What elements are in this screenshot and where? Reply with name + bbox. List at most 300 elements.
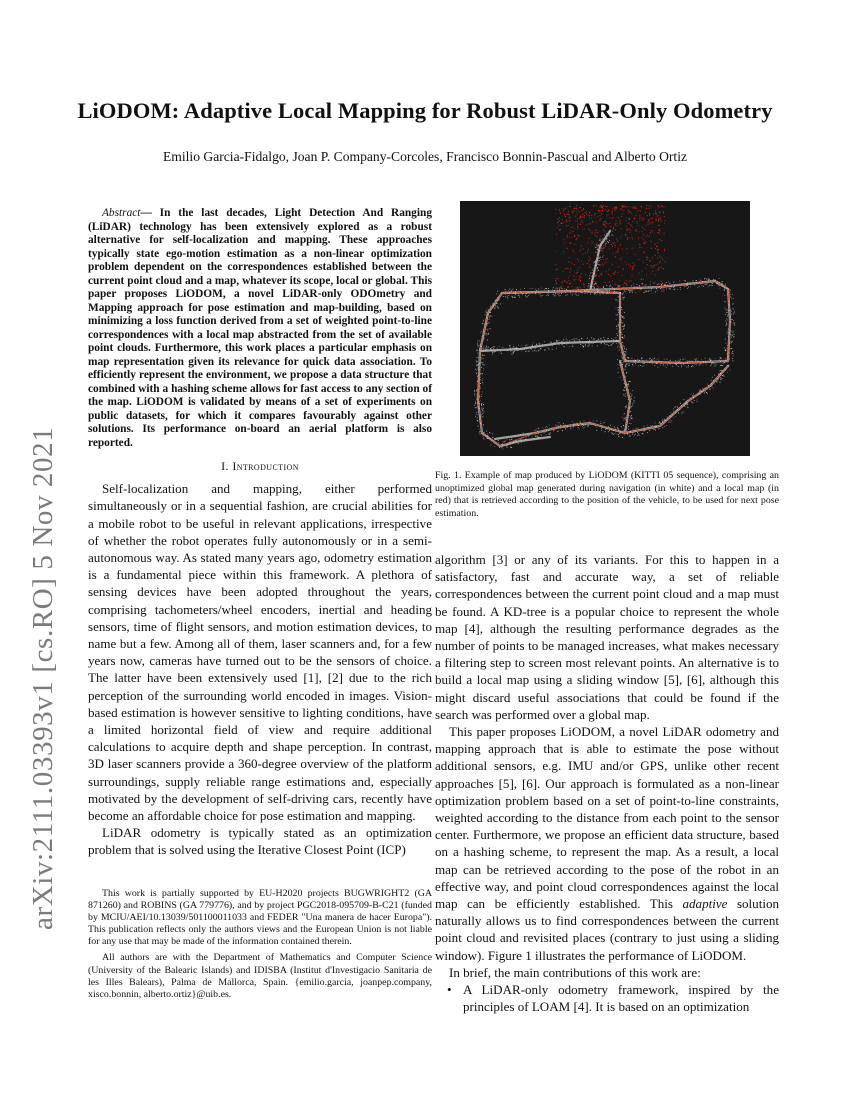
map-point	[477, 340, 478, 341]
map-point	[505, 294, 506, 295]
map-point	[583, 343, 584, 344]
map-point	[553, 292, 554, 293]
map-point	[557, 431, 558, 432]
local-map-point	[621, 216, 622, 217]
map-point	[697, 399, 698, 400]
map-point	[513, 346, 514, 347]
map-point	[632, 291, 633, 292]
map-point	[628, 290, 629, 291]
map-point	[594, 273, 595, 274]
map-point	[628, 381, 629, 382]
local-map-point	[594, 233, 595, 234]
local-map-point	[577, 287, 578, 288]
map-point	[566, 344, 567, 345]
map-point	[685, 365, 686, 366]
local-map-point	[602, 248, 603, 249]
map-point	[591, 286, 592, 287]
local-map-point	[632, 248, 633, 249]
local-map-point	[606, 206, 607, 207]
map-point	[531, 348, 532, 349]
local-map-point	[620, 290, 621, 291]
map-point	[500, 353, 501, 354]
map-point	[732, 341, 733, 342]
map-point	[620, 431, 621, 432]
map-point	[649, 359, 650, 360]
map-point	[479, 396, 480, 397]
map-point	[709, 359, 710, 360]
local-map-point	[603, 255, 604, 256]
map-point	[600, 243, 601, 244]
map-point	[712, 283, 713, 284]
map-point	[573, 339, 574, 340]
local-map-point	[564, 268, 565, 269]
local-map-point	[593, 205, 594, 206]
local-map-point	[593, 292, 594, 293]
map-point	[721, 378, 722, 379]
local-map-point	[659, 230, 660, 231]
map-point	[547, 427, 548, 428]
local-map-point	[593, 242, 594, 243]
map-point	[600, 421, 601, 422]
local-map-point	[628, 223, 629, 224]
map-point	[625, 407, 626, 408]
local-map-point	[573, 211, 574, 212]
right-paragraph-2: This paper proposes LiODOM, a novel LiDAR odometry and mapping approach that is able to estimate the pose without additional sensors, e.g. IMU and/or GPS, unlike other recent approaches [5], [6]. Our approach is formulated as a non-linear optimization problem based on a set of point-to-line constraints, weighted according to the distance from each point to the sensor center. Furthermore, we propose an efficient data structure, based on a hashing scheme, to represent the map. As a result, a local map can be retrieved according to the pose of the robot in an effective way, and point cloud correspondences against the local map can be efficiently established. This adaptive solution naturally allows us to find correspondences between the current point cloud and revisited places (contrary to just using a sliding window). Figure 1 illustrates the performance of LiODOM.	[435, 724, 779, 963]
local-map-point	[649, 208, 650, 209]
map-point	[626, 372, 627, 373]
local-map-point	[577, 227, 578, 228]
map-point	[620, 315, 621, 316]
map-point	[630, 417, 631, 418]
map-point	[483, 424, 484, 425]
map-point	[664, 289, 665, 290]
map-point	[688, 401, 689, 402]
map-point	[720, 375, 721, 376]
map-point	[480, 374, 481, 375]
map-point	[687, 404, 688, 405]
map-point	[725, 321, 726, 322]
local-map-point	[641, 237, 642, 238]
map-point	[475, 407, 476, 408]
map-point	[494, 303, 495, 304]
map-point	[536, 351, 537, 352]
local-map-point	[608, 269, 609, 270]
local-map-point	[592, 233, 593, 234]
map-point	[516, 349, 517, 350]
local-map-point	[633, 205, 634, 206]
map-point	[563, 423, 564, 424]
map-point	[606, 243, 607, 244]
map-point	[526, 293, 527, 294]
map-point	[622, 367, 623, 368]
local-map-point	[649, 222, 650, 223]
local-map-point	[582, 216, 583, 217]
map-point	[700, 393, 701, 394]
local-map-point	[627, 237, 628, 238]
local-map-point	[597, 286, 598, 287]
local-map-point	[640, 218, 641, 219]
map-point	[692, 365, 693, 366]
local-map-point	[599, 264, 600, 265]
local-map-point	[655, 211, 656, 212]
map-point	[642, 366, 643, 367]
map-point	[476, 350, 477, 351]
map-point	[510, 348, 511, 349]
map-point	[590, 294, 591, 295]
map-point	[488, 347, 489, 348]
local-map-point	[636, 212, 637, 213]
map-point	[558, 425, 559, 426]
local-map-point	[562, 220, 563, 221]
map-point	[513, 351, 514, 352]
map-point	[578, 293, 579, 294]
map-point	[632, 405, 633, 406]
map-point	[583, 346, 584, 347]
map-point	[520, 291, 521, 292]
map-point	[666, 425, 667, 426]
map-point	[588, 425, 589, 426]
map-point	[628, 361, 629, 362]
map-point	[506, 445, 507, 446]
local-map-point	[583, 248, 584, 249]
map-point	[708, 280, 709, 281]
map-point	[623, 287, 624, 288]
map-point	[589, 343, 590, 344]
local-map-point	[588, 238, 589, 239]
local-map-point	[570, 269, 571, 270]
local-map-point	[615, 210, 616, 211]
map-point	[485, 350, 486, 351]
map-point	[726, 309, 727, 310]
local-map-point	[576, 273, 577, 274]
map-point	[504, 444, 505, 445]
local-map-point	[653, 214, 654, 215]
map-point	[520, 289, 521, 290]
local-map-point	[610, 275, 611, 276]
local-map-point	[664, 233, 665, 234]
map-point	[636, 287, 637, 288]
local-map-point	[642, 271, 643, 272]
local-map-point	[659, 233, 660, 234]
local-map-point	[634, 290, 635, 291]
map-point	[552, 289, 553, 290]
local-map-point	[613, 235, 614, 236]
map-point	[537, 431, 538, 432]
map-point	[620, 377, 621, 378]
map-point	[620, 319, 621, 320]
map-point	[559, 287, 560, 288]
map-point	[553, 294, 554, 295]
local-map-point	[577, 224, 578, 225]
map-point	[621, 332, 622, 333]
map-point	[540, 343, 541, 344]
map-point	[514, 297, 515, 298]
local-map-point	[629, 212, 630, 213]
map-point	[514, 348, 515, 349]
map-point	[620, 306, 621, 307]
map-point	[482, 348, 483, 349]
map-point	[572, 339, 573, 340]
local-map-point	[556, 213, 557, 214]
map-point	[660, 423, 661, 424]
map-point	[597, 294, 598, 295]
local-map-point	[595, 276, 596, 277]
local-map-point	[622, 235, 623, 236]
map-point	[580, 341, 581, 342]
local-map-point	[646, 205, 647, 206]
map-point	[497, 298, 498, 299]
map-point	[511, 291, 512, 292]
map-point	[607, 238, 608, 239]
map-point	[702, 365, 703, 366]
local-map-point	[659, 207, 660, 208]
map-point	[516, 289, 517, 290]
map-point	[593, 420, 594, 421]
map-point	[717, 381, 718, 382]
map-point	[723, 363, 724, 364]
map-point	[587, 338, 588, 339]
map-point	[523, 437, 524, 438]
local-map-point	[588, 260, 589, 261]
map-point	[503, 442, 504, 443]
map-point	[567, 426, 568, 427]
local-map-point	[655, 265, 656, 266]
local-map-point	[560, 287, 561, 288]
map-point	[708, 278, 709, 279]
map-point	[733, 355, 734, 356]
map-point	[623, 338, 624, 339]
right-paragraph-1: algorithm [3] or any of its variants. For this to happen in a satisfactory, fast and accurate way, a set of reliable correspondences between the current point cloud and a map must be found. A KD-tree is a popular choice to represent the whole map [4], although the resulting performance degrades as the number of points to be managed increases, what makes necessary a filtering step to screen most relevant points. An alternative is to build a local map using a sliding window [5], [6], although this might discard useful associations that could be found if the search was performed over a global map.	[435, 552, 779, 722]
abstract	[88, 207, 432, 450]
local-map-point	[655, 255, 656, 256]
local-map-point	[555, 209, 556, 210]
map-point	[670, 420, 671, 421]
local-map-point	[641, 206, 642, 207]
map-point	[632, 418, 633, 419]
local-map-point	[573, 250, 574, 251]
map-point	[668, 422, 669, 423]
local-map-point	[556, 234, 557, 235]
map-point	[606, 240, 607, 241]
local-map-point	[622, 207, 623, 208]
map-point	[486, 329, 487, 330]
map-point	[724, 347, 725, 348]
map-point	[625, 393, 626, 394]
map-point	[729, 292, 730, 293]
map-point	[541, 435, 542, 436]
map-point	[632, 364, 633, 365]
map-point	[477, 342, 478, 343]
map-point	[538, 293, 539, 294]
map-point	[728, 304, 729, 305]
map-point	[490, 312, 491, 313]
map-point	[730, 317, 731, 318]
map-point	[636, 428, 637, 429]
local-map-point	[655, 274, 656, 275]
map-point	[528, 436, 529, 437]
map-point	[716, 283, 717, 284]
map-point	[516, 347, 517, 348]
map-point	[604, 343, 605, 344]
map-point	[650, 425, 651, 426]
map-point	[518, 295, 519, 296]
map-point	[486, 315, 487, 316]
map-point	[702, 281, 703, 282]
map-point	[493, 437, 494, 438]
map-point	[536, 429, 537, 430]
map-point	[602, 239, 603, 240]
local-map-point	[575, 289, 576, 290]
map-point	[686, 403, 687, 404]
map-point	[706, 279, 707, 280]
map-point	[523, 441, 524, 442]
map-point	[478, 364, 479, 365]
map-point	[480, 332, 481, 333]
map-point	[601, 343, 602, 344]
local-map-point	[634, 218, 635, 219]
map-point	[618, 350, 619, 351]
map-point	[591, 343, 592, 344]
map-point	[625, 431, 626, 432]
map-point	[727, 350, 728, 351]
map-point	[490, 348, 491, 349]
map-point	[568, 342, 569, 343]
local-map-point	[620, 259, 621, 260]
map-point	[683, 359, 684, 360]
local-map-point	[631, 276, 632, 277]
map-point	[577, 423, 578, 424]
map-point	[493, 305, 494, 306]
map-point	[619, 350, 620, 351]
map-point	[491, 440, 492, 441]
local-map-point	[596, 284, 597, 285]
map-point	[620, 310, 621, 311]
local-map-point	[663, 207, 664, 208]
local-map-point	[569, 257, 570, 258]
map-point	[702, 283, 703, 284]
map-point	[477, 376, 478, 377]
map-point	[658, 429, 659, 430]
map-point	[608, 341, 609, 342]
local-map-point	[596, 274, 597, 275]
map-point	[726, 359, 727, 360]
map-point	[486, 335, 487, 336]
map-point	[500, 351, 501, 352]
map-point	[677, 361, 678, 362]
map-point	[487, 433, 488, 434]
map-point	[592, 279, 593, 280]
map-point	[726, 324, 727, 325]
map-point	[650, 287, 651, 288]
map-point	[603, 292, 604, 293]
map-point	[623, 316, 624, 317]
map-point	[687, 284, 688, 285]
map-point	[629, 436, 630, 437]
local-map-point	[657, 242, 658, 243]
map-point	[630, 411, 631, 412]
local-map-point	[631, 207, 632, 208]
map-point	[484, 327, 485, 328]
map-point	[597, 291, 598, 292]
local-map-point	[585, 253, 586, 254]
map-point	[710, 362, 711, 363]
map-point	[668, 362, 669, 363]
map-point	[578, 427, 579, 428]
map-point	[727, 288, 728, 289]
map-point	[476, 372, 477, 373]
map-point	[537, 436, 538, 437]
map-point	[690, 284, 691, 285]
map-point	[624, 355, 625, 356]
map-point	[723, 375, 724, 376]
map-point	[603, 242, 604, 243]
map-point	[611, 344, 612, 345]
map-point	[606, 233, 607, 234]
map-point	[718, 284, 719, 285]
local-map-point	[596, 205, 597, 206]
map-point	[714, 366, 715, 367]
local-map-point	[590, 211, 591, 212]
map-point	[682, 359, 683, 360]
local-map-point	[568, 211, 569, 212]
map-point	[480, 365, 481, 366]
local-map-point	[632, 268, 633, 269]
map-point	[479, 345, 480, 346]
local-map-point	[628, 237, 629, 238]
map-point	[632, 390, 633, 391]
local-map-point	[644, 292, 645, 293]
map-point	[691, 394, 692, 395]
map-point	[580, 421, 581, 422]
map-point	[600, 294, 601, 295]
map-point	[680, 359, 681, 360]
local-map-point	[639, 272, 640, 273]
map-point	[730, 316, 731, 317]
map-point	[684, 280, 685, 281]
map-point	[612, 235, 613, 236]
map-point	[696, 359, 697, 360]
map-point	[553, 287, 554, 288]
map-point	[621, 348, 622, 349]
local-map-point	[611, 212, 612, 213]
local-map-point	[583, 291, 584, 292]
map-point	[667, 418, 668, 419]
map-point	[639, 360, 640, 361]
local-map-point	[659, 212, 660, 213]
map-point	[548, 295, 549, 296]
map-point	[723, 374, 724, 375]
map-point	[573, 291, 574, 292]
map-point	[484, 432, 485, 433]
map-point	[486, 333, 487, 334]
map-point	[607, 292, 608, 293]
map-point	[638, 362, 639, 363]
map-point	[581, 289, 582, 290]
map-point	[474, 390, 475, 391]
map-point	[631, 415, 632, 416]
map-point	[482, 378, 483, 379]
map-point	[718, 373, 719, 374]
map-point	[626, 427, 627, 428]
map-point	[727, 365, 728, 366]
map-point	[566, 339, 567, 340]
map-point	[588, 291, 589, 292]
map-point	[732, 332, 733, 333]
map-point	[591, 281, 592, 282]
map-point	[671, 422, 672, 423]
map-point	[567, 294, 568, 295]
local-map-point	[618, 217, 619, 218]
